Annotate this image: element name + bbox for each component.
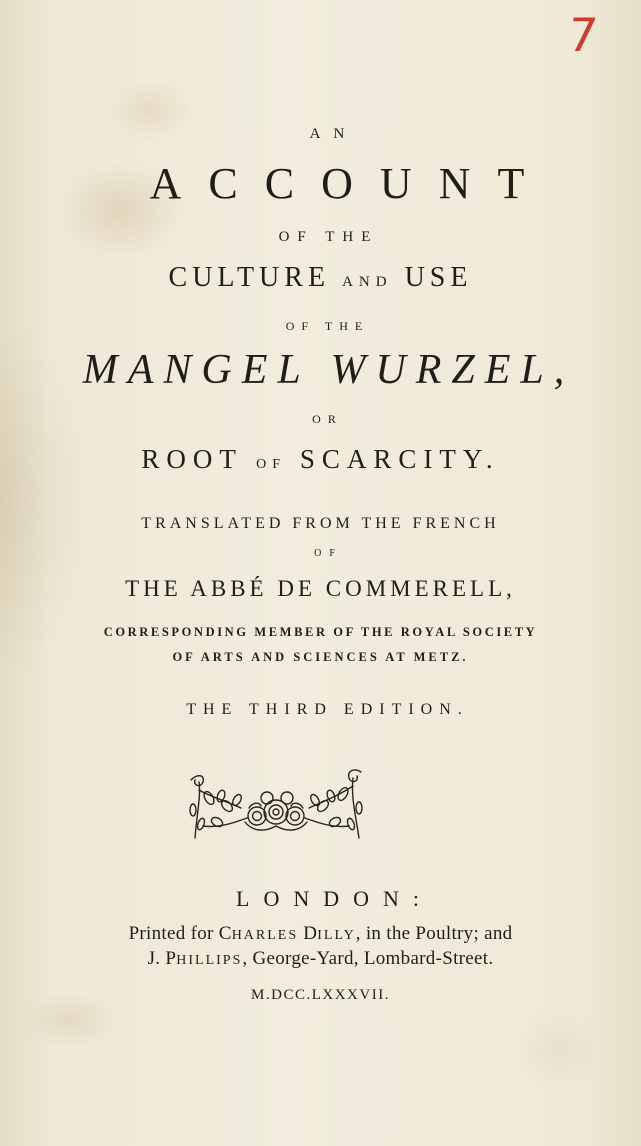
title-use: USE [404, 262, 473, 293]
title-root-of-scarcity [0, 444, 641, 475]
imprint-line-1 [0, 923, 641, 945]
printer-1-first-rest: HARLES [231, 928, 299, 943]
title-of-the-2: OF THE [285, 319, 370, 333]
title-root: ROOT [141, 444, 243, 474]
printer-1-last-initial: D [303, 923, 318, 944]
imprint-mid: , in the Poultry; and [355, 923, 513, 944]
imprint-prefix: Printed for [128, 923, 219, 944]
printer-1-last-rest: ILLY [317, 928, 356, 943]
title-culture: CULTURE [168, 262, 331, 293]
printer-1-first-initial: C [218, 923, 232, 944]
of-line: OF [314, 548, 343, 559]
title-account: ACCOUNT [149, 159, 552, 208]
member-line-2: OF ARTS AND SCIENCES AT METZ. [172, 650, 469, 664]
title-mangel-wurzel: MANGEL WURZEL, [82, 347, 575, 393]
london-line: LONDON: [236, 886, 433, 911]
author-line: THE ABBÉ DE COMMERELL, [125, 576, 516, 601]
title-of-the-1: OF THE [278, 229, 379, 245]
imprint-end: , George-Yard, Lombard-Street. [242, 948, 494, 969]
imprint-line-2 [0, 948, 641, 970]
title-and: AND [342, 274, 393, 290]
edition-line: THE THIRD EDITION. [186, 701, 469, 718]
member-line-1: CORRESPONDING MEMBER OF THE ROYAL SOCIETY [103, 625, 538, 639]
title-or: OR [312, 412, 343, 426]
title-scarcity: SCARCITY. [299, 444, 500, 474]
title-an: AN [309, 126, 358, 142]
title-culture-and-use [0, 262, 641, 294]
page-number: 7 [565, 8, 601, 62]
floral-ornament-icon [183, 766, 369, 846]
translated-line: TRANSLATED FROM THE FRENCH [141, 515, 500, 532]
date-line: M.DCC.LXXXVII. [251, 987, 390, 1003]
printer-2-initial: J. P [147, 948, 177, 969]
printer-2-rest: HILLIPS [176, 953, 243, 968]
title-of-small: OF [256, 457, 287, 472]
